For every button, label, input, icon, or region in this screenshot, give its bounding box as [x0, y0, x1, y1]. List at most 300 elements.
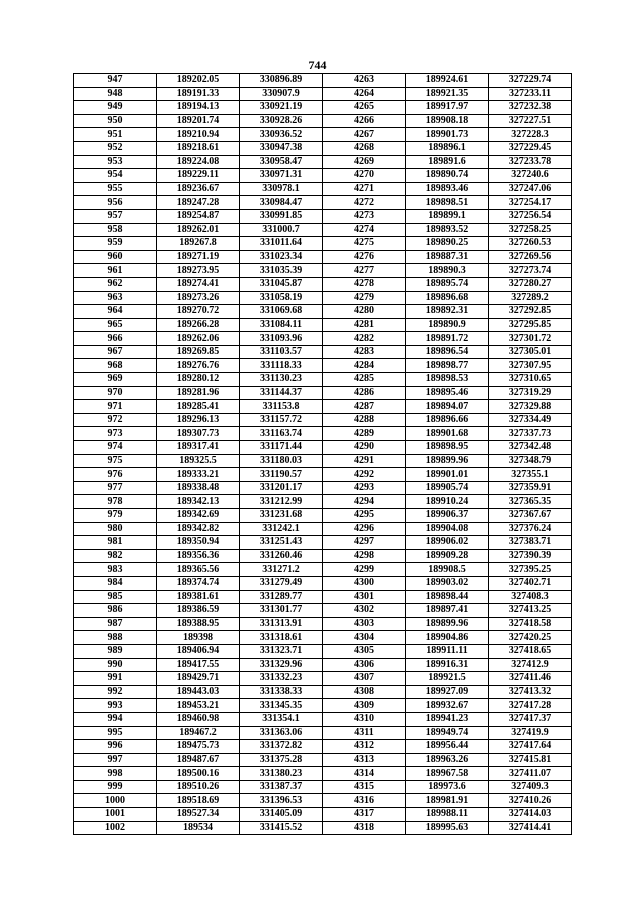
table-cell: 331157.72 — [240, 413, 323, 427]
table-cell: 4270 — [323, 169, 406, 183]
table-cell: 970 — [74, 386, 157, 400]
table-cell: 327365.35 — [489, 495, 572, 509]
table-cell: 331000.7 — [240, 223, 323, 237]
table-cell: 330971.31 — [240, 169, 323, 183]
table-cell: 189325.5 — [157, 454, 240, 468]
table-cell: 331201.17 — [240, 481, 323, 495]
table-row — [74, 454, 572, 468]
table-cell: 4317 — [323, 808, 406, 822]
table-cell: 189475.73 — [157, 740, 240, 754]
table-cell: 189924.61 — [406, 74, 489, 88]
table-row — [74, 128, 572, 142]
table-cell: 967 — [74, 345, 157, 359]
table-cell: 189417.55 — [157, 658, 240, 672]
table-cell: 189338.48 — [157, 481, 240, 495]
table-cell: 327227.51 — [489, 114, 572, 128]
table-cell: 189202.05 — [157, 74, 240, 88]
table-cell: 189897.41 — [406, 604, 489, 618]
table-cell: 998 — [74, 767, 157, 781]
table-cell: 327383.71 — [489, 536, 572, 550]
table-row — [74, 590, 572, 604]
table-cell: 327301.72 — [489, 332, 572, 346]
table-cell: 189381.61 — [157, 590, 240, 604]
table-cell: 189267.8 — [157, 237, 240, 251]
table-row — [74, 604, 572, 618]
table-cell: 331387.37 — [240, 780, 323, 794]
table-cell: 189273.26 — [157, 291, 240, 305]
table-row — [74, 821, 572, 835]
table-cell: 189280.12 — [157, 373, 240, 387]
table-row — [74, 808, 572, 822]
table-cell: 331153.8 — [240, 400, 323, 414]
table-cell: 969 — [74, 373, 157, 387]
table-cell: 330947.38 — [240, 141, 323, 155]
coordinates-table — [73, 73, 572, 835]
table-cell: 4292 — [323, 468, 406, 482]
table-row — [74, 794, 572, 808]
table-cell: 327410.26 — [489, 794, 572, 808]
table-cell: 956 — [74, 196, 157, 210]
table-cell: 331212.99 — [240, 495, 323, 509]
table-cell: 189467.2 — [157, 726, 240, 740]
table-cell: 330907.9 — [240, 87, 323, 101]
table-cell: 327233.78 — [489, 155, 572, 169]
table-row — [74, 413, 572, 427]
table-row — [74, 196, 572, 210]
table-cell: 327411.46 — [489, 672, 572, 686]
table-cell: 4263 — [323, 74, 406, 88]
table-cell: 979 — [74, 509, 157, 523]
table-cell: 327359.91 — [489, 481, 572, 495]
table-cell: 189894.07 — [406, 400, 489, 414]
table-cell: 4274 — [323, 223, 406, 237]
table-cell: 330991.85 — [240, 209, 323, 223]
table-cell: 189210.94 — [157, 128, 240, 142]
table-cell: 189500.16 — [157, 767, 240, 781]
table-cell: 950 — [74, 114, 157, 128]
table-cell: 4297 — [323, 536, 406, 550]
table-row — [74, 536, 572, 550]
table-row — [74, 169, 572, 183]
table-cell: 985 — [74, 590, 157, 604]
table-row — [74, 767, 572, 781]
table-cell: 189443.03 — [157, 685, 240, 699]
table-cell: 4294 — [323, 495, 406, 509]
table-cell: 189891.72 — [406, 332, 489, 346]
table-cell: 189236.67 — [157, 182, 240, 196]
table-cell: 994 — [74, 712, 157, 726]
table-cell: 189896.66 — [406, 413, 489, 427]
table-cell: 189901.68 — [406, 427, 489, 441]
table-cell: 327310.65 — [489, 373, 572, 387]
table-cell: 327292.85 — [489, 305, 572, 319]
table-cell: 189917.97 — [406, 101, 489, 115]
table-row — [74, 617, 572, 631]
table-cell: 189893.52 — [406, 223, 489, 237]
table-cell: 189906.02 — [406, 536, 489, 550]
table-cell: 988 — [74, 631, 157, 645]
table-cell: 189908.18 — [406, 114, 489, 128]
table-cell: 189898.44 — [406, 590, 489, 604]
table-cell: 189973.6 — [406, 780, 489, 794]
table-cell: 986 — [74, 604, 157, 618]
table-cell: 327256.54 — [489, 209, 572, 223]
table-cell: 189890.3 — [406, 264, 489, 278]
table-row — [74, 74, 572, 88]
table-cell: 331084.11 — [240, 318, 323, 332]
table-cell: 4318 — [323, 821, 406, 835]
table-cell: 331093.96 — [240, 332, 323, 346]
table-row — [74, 237, 572, 251]
table-cell: 331130.23 — [240, 373, 323, 387]
table-cell: 947 — [74, 74, 157, 88]
table-cell: 331313.91 — [240, 617, 323, 631]
table-row — [74, 712, 572, 726]
table-cell: 189896.54 — [406, 345, 489, 359]
table-cell: 331318.61 — [240, 631, 323, 645]
table-cell: 331180.03 — [240, 454, 323, 468]
table-cell: 331363.06 — [240, 726, 323, 740]
table-cell: 331375.28 — [240, 753, 323, 767]
table-cell: 4272 — [323, 196, 406, 210]
table-row — [74, 373, 572, 387]
table-cell: 189254.87 — [157, 209, 240, 223]
table-cell: 189899.96 — [406, 617, 489, 631]
table-cell: 331163.74 — [240, 427, 323, 441]
table-cell: 189453.21 — [157, 699, 240, 713]
page-number: 744 — [308, 58, 327, 72]
table-cell: 330921.19 — [240, 101, 323, 115]
table-cell: 4269 — [323, 155, 406, 169]
table-cell: 327395.25 — [489, 563, 572, 577]
table-cell: 4291 — [323, 454, 406, 468]
table-cell: 327289.2 — [489, 291, 572, 305]
table-cell: 996 — [74, 740, 157, 754]
table-cell: 189386.59 — [157, 604, 240, 618]
table-cell: 331338.33 — [240, 685, 323, 699]
table-cell: 964 — [74, 305, 157, 319]
table-cell: 327229.74 — [489, 74, 572, 88]
table-cell: 4281 — [323, 318, 406, 332]
table-cell: 331023.34 — [240, 250, 323, 264]
table-cell: 990 — [74, 658, 157, 672]
table-cell: 980 — [74, 522, 157, 536]
table-cell: 189898.51 — [406, 196, 489, 210]
table-cell: 327337.73 — [489, 427, 572, 441]
table-cell: 189899.96 — [406, 454, 489, 468]
table-cell: 331035.39 — [240, 264, 323, 278]
table-cell: 189342.69 — [157, 509, 240, 523]
table-row — [74, 305, 572, 319]
table-cell: 4277 — [323, 264, 406, 278]
table-cell: 4266 — [323, 114, 406, 128]
table-row — [74, 753, 572, 767]
table-cell: 189218.61 — [157, 141, 240, 155]
table-cell: 189276.76 — [157, 359, 240, 373]
table-cell: 189510.26 — [157, 780, 240, 794]
table-cell: 189911.11 — [406, 644, 489, 658]
table-cell: 189896.1 — [406, 141, 489, 155]
table-cell: 189904.08 — [406, 522, 489, 536]
table-cell: 189191.33 — [157, 87, 240, 101]
table-cell: 189905.74 — [406, 481, 489, 495]
table-cell: 189896.68 — [406, 291, 489, 305]
table-cell: 331103.57 — [240, 345, 323, 359]
table-cell: 982 — [74, 549, 157, 563]
table-cell: 189285.41 — [157, 400, 240, 414]
table-cell: 331354.1 — [240, 712, 323, 726]
table-row — [74, 658, 572, 672]
table-cell: 189307.73 — [157, 427, 240, 441]
table-cell: 189908.5 — [406, 563, 489, 577]
table-cell: 4273 — [323, 209, 406, 223]
table-cell: 189429.71 — [157, 672, 240, 686]
table-cell: 189898.77 — [406, 359, 489, 373]
table-cell: 189909.28 — [406, 549, 489, 563]
table-cell: 968 — [74, 359, 157, 373]
table-cell: 327305.01 — [489, 345, 572, 359]
table-cell: 4288 — [323, 413, 406, 427]
table-cell: 327390.39 — [489, 549, 572, 563]
table-cell: 331144.37 — [240, 386, 323, 400]
table-cell: 189356.36 — [157, 549, 240, 563]
table-cell: 4290 — [323, 441, 406, 455]
table-cell: 331405.09 — [240, 808, 323, 822]
table-cell: 327414.41 — [489, 821, 572, 835]
table-row — [74, 250, 572, 264]
table-row — [74, 141, 572, 155]
table-cell: 189932.67 — [406, 699, 489, 713]
table-cell: 331231.68 — [240, 509, 323, 523]
table-cell: 330928.26 — [240, 114, 323, 128]
table-cell: 189892.31 — [406, 305, 489, 319]
table-cell: 189895.46 — [406, 386, 489, 400]
table-cell: 327408.3 — [489, 590, 572, 604]
table-cell: 189967.58 — [406, 767, 489, 781]
table-cell: 327260.53 — [489, 237, 572, 251]
table-cell: 958 — [74, 223, 157, 237]
table-cell: 984 — [74, 576, 157, 590]
table-row — [74, 644, 572, 658]
table-cell: 327418.65 — [489, 644, 572, 658]
table-cell: 331271.2 — [240, 563, 323, 577]
table-cell: 189903.02 — [406, 576, 489, 590]
table-cell: 331380.23 — [240, 767, 323, 781]
table-cell: 189262.06 — [157, 332, 240, 346]
table-cell: 189921.35 — [406, 87, 489, 101]
table-cell: 327295.85 — [489, 318, 572, 332]
table-cell: 4310 — [323, 712, 406, 726]
table-cell: 327269.56 — [489, 250, 572, 264]
table-cell: 189887.31 — [406, 250, 489, 264]
table-cell: 327247.06 — [489, 182, 572, 196]
table-cell: 327229.45 — [489, 141, 572, 155]
table-cell: 4303 — [323, 617, 406, 631]
table-cell: 189350.94 — [157, 536, 240, 550]
table-cell: 331329.96 — [240, 658, 323, 672]
table-cell: 327420.25 — [489, 631, 572, 645]
table-cell: 962 — [74, 277, 157, 291]
table-cell: 4314 — [323, 767, 406, 781]
table-row — [74, 291, 572, 305]
table-cell: 1000 — [74, 794, 157, 808]
table-cell: 331011.64 — [240, 237, 323, 251]
table-row — [74, 780, 572, 794]
table-cell: 4295 — [323, 509, 406, 523]
table-cell: 953 — [74, 155, 157, 169]
table-cell: 4283 — [323, 345, 406, 359]
table-cell: 4298 — [323, 549, 406, 563]
table-cell: 189333.21 — [157, 468, 240, 482]
table-cell: 991 — [74, 672, 157, 686]
table-cell: 331372.82 — [240, 740, 323, 754]
table-cell: 189398 — [157, 631, 240, 645]
table-cell: 4282 — [323, 332, 406, 346]
table-cell: 327376.24 — [489, 522, 572, 536]
table-cell: 189899.1 — [406, 209, 489, 223]
table-cell: 189269.85 — [157, 345, 240, 359]
table-cell: 327307.95 — [489, 359, 572, 373]
table-row — [74, 277, 572, 291]
table-cell: 189388.95 — [157, 617, 240, 631]
table-cell: 189927.09 — [406, 685, 489, 699]
table-cell: 331332.23 — [240, 672, 323, 686]
table-cell: 189906.37 — [406, 509, 489, 523]
table-cell: 189534 — [157, 821, 240, 835]
table-cell: 189988.11 — [406, 808, 489, 822]
table-cell: 327417.64 — [489, 740, 572, 754]
table-cell: 987 — [74, 617, 157, 631]
table-row — [74, 427, 572, 441]
table-row — [74, 726, 572, 740]
table-cell: 4308 — [323, 685, 406, 699]
table-cell: 327411.07 — [489, 767, 572, 781]
table-cell: 189963.26 — [406, 753, 489, 767]
table-cell: 4304 — [323, 631, 406, 645]
table-cell: 4299 — [323, 563, 406, 577]
table-cell: 327418.58 — [489, 617, 572, 631]
table-cell: 331396.53 — [240, 794, 323, 808]
table-cell: 189317.41 — [157, 441, 240, 455]
table-cell: 327415.81 — [489, 753, 572, 767]
table-cell: 973 — [74, 427, 157, 441]
table-cell: 331242.1 — [240, 522, 323, 536]
table-cell: 189895.74 — [406, 277, 489, 291]
table-cell: 331251.43 — [240, 536, 323, 550]
table-cell: 327273.74 — [489, 264, 572, 278]
table-cell: 971 — [74, 400, 157, 414]
table-cell: 189224.08 — [157, 155, 240, 169]
table-cell: 189904.86 — [406, 631, 489, 645]
table-cell: 189916.31 — [406, 658, 489, 672]
table-cell: 189374.74 — [157, 576, 240, 590]
table-cell: 189365.56 — [157, 563, 240, 577]
table-cell: 189342.82 — [157, 522, 240, 536]
table-cell: 948 — [74, 87, 157, 101]
table-row — [74, 740, 572, 754]
table-cell: 981 — [74, 536, 157, 550]
table-cell: 331260.46 — [240, 549, 323, 563]
table-row — [74, 685, 572, 699]
table-row — [74, 672, 572, 686]
table-cell: 189898.95 — [406, 441, 489, 455]
table-cell: 327402.71 — [489, 576, 572, 590]
table-cell: 189898.53 — [406, 373, 489, 387]
table-cell: 4309 — [323, 699, 406, 713]
table-cell: 327413.25 — [489, 604, 572, 618]
table-row — [74, 386, 572, 400]
table-cell: 189890.9 — [406, 318, 489, 332]
table-cell: 1001 — [74, 808, 157, 822]
table-cell: 330978.1 — [240, 182, 323, 196]
table-cell: 4301 — [323, 590, 406, 604]
table-row — [74, 101, 572, 115]
table-cell: 331279.49 — [240, 576, 323, 590]
table-cell: 331190.57 — [240, 468, 323, 482]
table-row — [74, 495, 572, 509]
table-cell: 989 — [74, 644, 157, 658]
table-cell: 327319.29 — [489, 386, 572, 400]
table-row — [74, 576, 572, 590]
table-row — [74, 563, 572, 577]
table-cell: 327228.3 — [489, 128, 572, 142]
table-cell: 189921.5 — [406, 672, 489, 686]
table-cell: 327413.32 — [489, 685, 572, 699]
table-cell: 189406.94 — [157, 644, 240, 658]
table-cell: 189460.98 — [157, 712, 240, 726]
table-cell: 4264 — [323, 87, 406, 101]
table-cell: 4285 — [323, 373, 406, 387]
table-cell: 957 — [74, 209, 157, 223]
table-row — [74, 359, 572, 373]
table-body — [74, 74, 572, 835]
table-cell: 331069.68 — [240, 305, 323, 319]
table-cell: 327329.88 — [489, 400, 572, 414]
table-cell: 4296 — [323, 522, 406, 536]
table-row — [74, 481, 572, 495]
table-cell: 972 — [74, 413, 157, 427]
table-cell: 189891.6 — [406, 155, 489, 169]
table-cell: 4275 — [323, 237, 406, 251]
table-cell: 327419.9 — [489, 726, 572, 740]
table-cell: 4300 — [323, 576, 406, 590]
table-cell: 189941.23 — [406, 712, 489, 726]
table-cell: 974 — [74, 441, 157, 455]
table-cell: 189273.95 — [157, 264, 240, 278]
table-cell: 4278 — [323, 277, 406, 291]
table-cell: 189270.72 — [157, 305, 240, 319]
table-cell: 327280.27 — [489, 277, 572, 291]
table-row — [74, 114, 572, 128]
table-cell: 4289 — [323, 427, 406, 441]
table-cell: 189194.13 — [157, 101, 240, 115]
table-cell: 1002 — [74, 821, 157, 835]
table-row — [74, 400, 572, 414]
table-cell: 327258.25 — [489, 223, 572, 237]
table-cell: 955 — [74, 182, 157, 196]
table-row — [74, 318, 572, 332]
table-cell: 983 — [74, 563, 157, 577]
table-cell: 189296.13 — [157, 413, 240, 427]
table-cell: 330896.89 — [240, 74, 323, 88]
table-cell: 331118.33 — [240, 359, 323, 373]
table-cell: 189229.11 — [157, 169, 240, 183]
table-cell: 959 — [74, 237, 157, 251]
table-cell: 976 — [74, 468, 157, 482]
table-cell: 966 — [74, 332, 157, 346]
table-cell: 4307 — [323, 672, 406, 686]
table-cell: 961 — [74, 264, 157, 278]
